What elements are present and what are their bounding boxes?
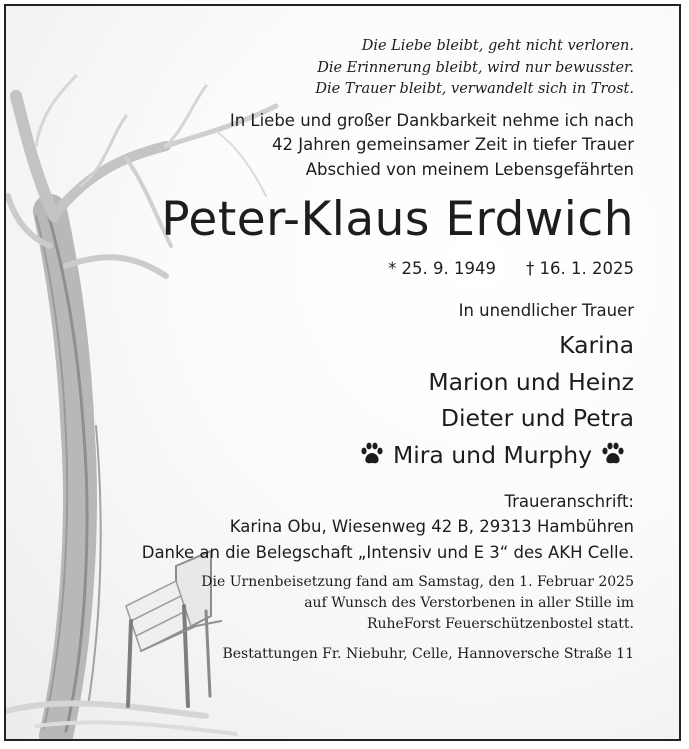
burial-line: RuheForst Feuerschützenbostel statt. (366, 615, 634, 632)
mourner: Karina (559, 331, 634, 359)
paw-icon (359, 440, 385, 477)
mourners-list (74, 327, 634, 476)
obituary-text (74, 36, 634, 665)
mourning-address (74, 490, 634, 539)
burial-line: Die Urnenbeisetzung fand am Samstag, den 1. Februar 2025 (201, 573, 634, 590)
deceased-name: Peter-Klaus Erdwich (161, 192, 634, 247)
intro-line: Abschied von meinem Lebensgefährten (305, 159, 634, 179)
burial-notice (74, 572, 634, 635)
death-date: † 16. 1. 2025 (526, 259, 634, 278)
poem-line: Die Erinnerung bleibt, wird nur bewusster. (317, 59, 634, 76)
burial-line: auf Wunsch des Verstorbenen in aller Stille im (304, 594, 634, 611)
thanks-note: Danke an die Belegschaft „Intensiv und E 3“ des AKH Celle. (141, 543, 634, 562)
address-text: Karina Obu, Wiesenweg 42 B, 29313 Hambühren (229, 516, 634, 536)
undertaker-info: Bestattungen Fr. Niebuhr, Celle, Hannoversche Straße 11 (222, 645, 634, 662)
obituary-notice (4, 4, 681, 741)
pets-names: Mira und Murphy (392, 440, 592, 469)
poem-line: Die Liebe bleibt, geht nicht verloren. (361, 38, 634, 54)
intro-line: In Liebe und großer Dankbarkeit nehme ich nach (229, 110, 634, 130)
farewell-intro (74, 109, 634, 183)
poem-line: Die Trauer bleibt, verwandelt sich in Trost. (315, 81, 634, 97)
poem (74, 36, 634, 101)
birth-date: * 25. 9. 1949 (388, 259, 497, 278)
mourner: Dieter und Petra (440, 404, 634, 432)
mourner: Marion und Heinz (428, 367, 634, 396)
paw-icon (600, 440, 626, 477)
pets-line (74, 437, 634, 477)
intro-line: 42 Jahren gemeinsamer Zeit in tiefer Trauer (272, 135, 634, 154)
life-dates (74, 257, 634, 281)
address-label: Traueranschrift: (504, 492, 634, 511)
mourners-intro: In unendlicher Trauer (458, 301, 634, 320)
